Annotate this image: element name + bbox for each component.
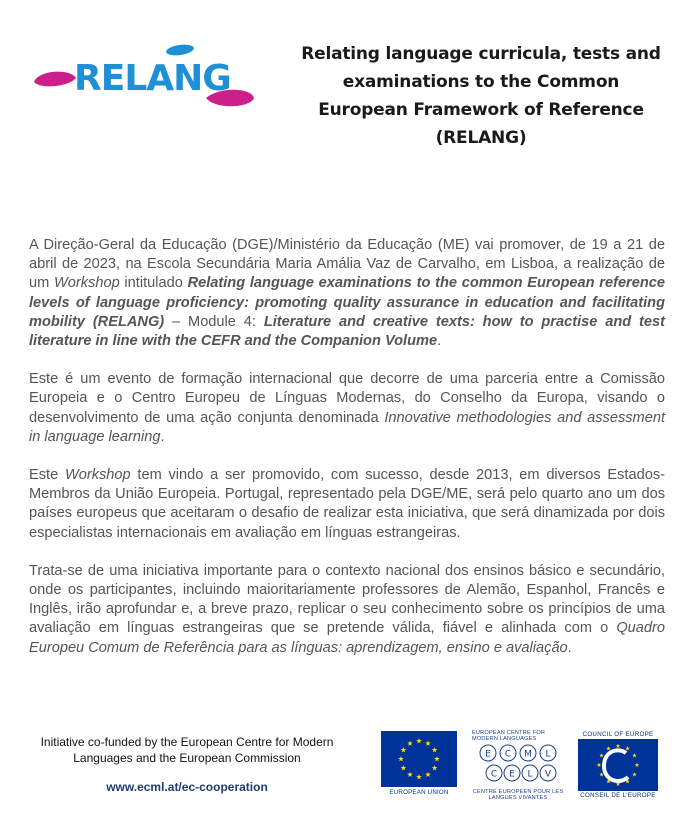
eu-flag-icon [381, 731, 457, 787]
eu-star-icon [407, 740, 413, 745]
coe-star-icon [606, 746, 611, 750]
eu-star-icon [416, 738, 422, 743]
eu-star-icon [407, 772, 413, 777]
coe-star-icon [616, 744, 621, 748]
header-title: Relating language curricula, tests and examinations to the Common European Framework of Reference (RELANG) [301, 44, 661, 148]
ecml-letter: C [504, 749, 512, 760]
ecml-bottom-label: CENTRE EUROPEEN POUR LES LANGUES VIVANTES [472, 789, 564, 801]
eu-logo [381, 731, 457, 797]
eu-star-icon [432, 747, 438, 752]
coe-top-label: COUNCIL OF EUROPE [582, 731, 654, 738]
eu-star-icon [398, 756, 404, 761]
ecml-letter: C [490, 769, 498, 780]
ecml-top-label: EUROPEAN CENTRE FOR MODERN LANGUAGES [472, 730, 546, 742]
ecml-letter: V [544, 769, 552, 780]
eu-star-icon [425, 740, 431, 745]
coe-star-icon [635, 763, 640, 767]
paragraph-2: Este é um evento de formação internacional que decorre de uma parceria entre a Comissão Europeia e o Centro Europeu de Línguas Modernas, do Conselho da Europa, visando o desenvolvimento de uma ação conjunta denominada Innovative methodologies and assessment in language learning. [29, 371, 666, 445]
ecml-url-link[interactable]: www.ecml.at/ec-cooperation [106, 780, 268, 794]
eu-label: EUROPEAN UNION [389, 789, 449, 796]
article-body [29, 236, 665, 658]
paragraph-4: Trata-se de uma iniciativa importante para o contexto nacional dos ensinos básico e secundário, onde os participantes, incluindo maioritariamente professores de Alemão, Espanhol, Francês e Inglês, irão aprofundar e, a breve prazo, replicar o seu conhecimento sobre os princípios de uma avaliação em línguas estrangeiras que se pretende válida, fiável e alinhada com o Quadro Europeu Comum de Referência para as línguas: aprendizagem, ensino e avaliação. [29, 562, 665, 656]
coe-star-icon [632, 772, 637, 776]
coe-emblem-icon [578, 739, 658, 791]
eu-star-icon [416, 774, 422, 779]
eu-star-icon [434, 756, 440, 761]
paragraph-1: A Direção-Geral da Educação (DGE)/Ministério da Educação (ME) vai promover, de 19 a 21 de abril de 2023, na Escola Secundária Maria Amália Vaz de Carvalho, em Lisboa, a realização de um Workshop intitulado Relating language examinations to the common European reference levels of language proficiency: promoting quality assurance in education and facilitating mobility (RELANG) – Module 4: Literature and creative texts: how to practise and test literature in line with the CEFR and the Companion Volume. [29, 237, 666, 350]
coe-bottom-label: CONSEIL DE L'EUROPE [580, 792, 656, 799]
ecml-letter: E [509, 769, 515, 780]
ecml-letter: M [524, 749, 532, 760]
coe-logo [578, 731, 658, 799]
relang-logo [30, 40, 256, 115]
coe-star-icon [632, 753, 637, 757]
eu-star-icon [401, 747, 407, 752]
cofunded-text: Initiative co-funded by the European Centre for Modern Languages and the European Commission [40, 735, 334, 765]
ecml-logo [472, 730, 564, 801]
eu-star-icon [401, 765, 407, 770]
ecml-circles-icon [472, 742, 564, 784]
ecml-letter: L [545, 749, 551, 760]
relang-logo-text: RELANG [74, 58, 231, 99]
paragraph-3: Este Workshop tem vindo a ser promovido, com sucesso, desde 2013, em diversos Estados-Membros da União Europeia. Portugal, representado pela DGE/ME, será pelo quarto ano um dos países europeus que aceitaram o desafio de realizar esta iniciativa, que será dinamizada por dois especialistas internacionais em avaliação em línguas estrangeiras. [29, 467, 665, 541]
coe-star-icon [597, 763, 602, 767]
coe-star-icon [599, 753, 604, 757]
eu-star-icon [432, 765, 438, 770]
ecml-letter: L [527, 769, 533, 780]
ecml-letter: E [485, 749, 491, 760]
coe-star-icon [625, 746, 630, 750]
eu-star-icon [425, 772, 431, 777]
